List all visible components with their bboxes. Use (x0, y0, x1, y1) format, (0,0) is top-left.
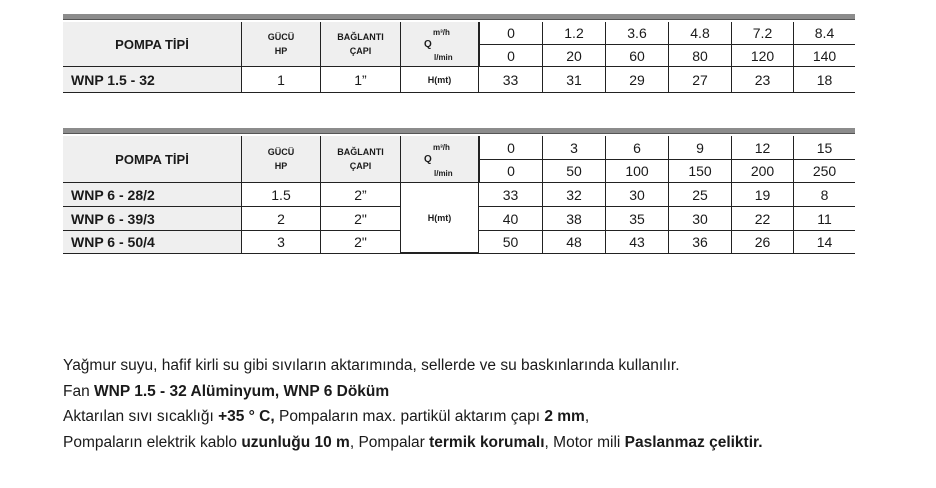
head-value: 35 (605, 206, 668, 230)
flow-lmin-0: 0 (479, 44, 542, 66)
head-value: 8 (793, 183, 855, 206)
head-value: 32 (542, 183, 605, 206)
description-line: Aktarılan sıvı sıcaklığı +35 ° C, Pompaların max. partikül aktarım çapı 2 mm, (63, 408, 590, 425)
model-name: WNP 6 - 28/2 (63, 183, 241, 206)
header-flow-label: Q m³/h l/min (400, 136, 479, 182)
product-description (63, 353, 763, 455)
header-power: GÜCÜ HP (241, 136, 320, 182)
pump-table-wnp-1-5 (63, 14, 855, 94)
flow-m3h-5: 8.4 (793, 22, 855, 44)
head-value: 27 (668, 67, 731, 92)
header-connection: BAĞLANTI ÇAPI (320, 136, 400, 182)
flow-m3h-5: 15 (793, 136, 855, 159)
head-value: 26 (731, 230, 793, 253)
head-value: 33 (502, 71, 519, 88)
description-line: Fan WNP 1.5 - 32 Alüminyum, WNP 6 Döküm (63, 382, 390, 400)
model-connection: 2” (320, 183, 400, 206)
header-pump-type: POMPA TİPİ (63, 22, 241, 66)
description-line: Yağmur suyu, hafif kirli su gibi sıvıların aktarımında, sellerde ve su baskınlarında kullanılır. (63, 357, 680, 374)
model-connection: 1” (320, 67, 400, 92)
model-connection: 2" (320, 206, 400, 230)
head-value: 19 (731, 183, 793, 206)
flow-m3h-1: 1.2 (542, 22, 605, 44)
model-name: WNP 6 - 50/4 (63, 230, 241, 253)
header-connection: BAĞLANTI ÇAPI (320, 22, 400, 66)
flow-m3h-0: 0 (479, 136, 542, 159)
head-value: 22 (731, 206, 793, 230)
head-value: 11 (793, 206, 855, 230)
flow-m3h-3: 9 (668, 136, 731, 159)
head-value: 48 (542, 230, 605, 253)
model-name: WNP 6 - 39/3 (63, 206, 241, 230)
head-value: 30 (605, 183, 668, 206)
flow-lmin-3: 80 (668, 44, 731, 66)
model-connection: 2" (320, 230, 400, 253)
model-hp: 3 (241, 230, 320, 253)
table-top-bar (63, 14, 855, 20)
flow-lmin-1: 50 (542, 159, 605, 182)
flow-lmin-4: 120 (731, 44, 793, 66)
head-value: 25 (668, 183, 731, 206)
flow-lmin-2: 60 (605, 44, 668, 66)
head-value: 36 (668, 230, 731, 253)
pump-table-wnp-6 (63, 128, 855, 254)
header-pump-type: POMPA TİPİ (63, 136, 241, 182)
head-value: 31 (542, 67, 605, 92)
header-power: GÜCÜ HP (241, 22, 320, 66)
head-value: 18 (793, 67, 855, 92)
head-label: H(mt) (400, 183, 479, 253)
head-value: 23 (731, 67, 793, 92)
model-hp: 1.5 (241, 183, 320, 206)
header-flow-label: Q m³/h l/min (400, 22, 479, 66)
head-value: 29 (605, 67, 668, 92)
model-name: WNP 1.5 - 32 (63, 67, 241, 92)
description-line: Pompaların elektrik kablo uzunluğu 10 m, Pompalar termik korumalı, Motor mili Paslanmaz çeliktir. (63, 433, 763, 451)
model-hp: 1 (241, 67, 320, 92)
flow-m3h-2: 6 (605, 136, 668, 159)
flow-m3h-1: 3 (542, 136, 605, 159)
flow-m3h-2: 3.6 (605, 22, 668, 44)
head-value: 50 (479, 230, 542, 253)
flow-m3h-4: 12 (731, 136, 793, 159)
flow-m3h-0: 0 (479, 22, 542, 44)
flow-lmin-5: 250 (793, 159, 855, 182)
flow-m3h-4: 7.2 (731, 22, 793, 44)
head-value: 14 (793, 230, 855, 253)
flow-lmin-0: 0 (479, 159, 542, 182)
flow-lmin-4: 200 (731, 159, 793, 182)
flow-lmin-5: 140 (793, 44, 855, 66)
head-value: 40 (479, 206, 542, 230)
flow-lmin-3: 150 (668, 159, 731, 182)
model-hp: 2 (241, 206, 320, 230)
flow-lmin-2: 100 (605, 159, 668, 182)
head-label: H(mt) (400, 67, 479, 92)
table-top-bar (63, 128, 855, 134)
head-value: 38 (542, 206, 605, 230)
head-value: 33 (502, 186, 519, 203)
flow-lmin-1: 20 (542, 44, 605, 66)
head-value: 43 (605, 230, 668, 253)
flow-m3h-3: 4.8 (668, 22, 731, 44)
head-value: 30 (668, 206, 731, 230)
